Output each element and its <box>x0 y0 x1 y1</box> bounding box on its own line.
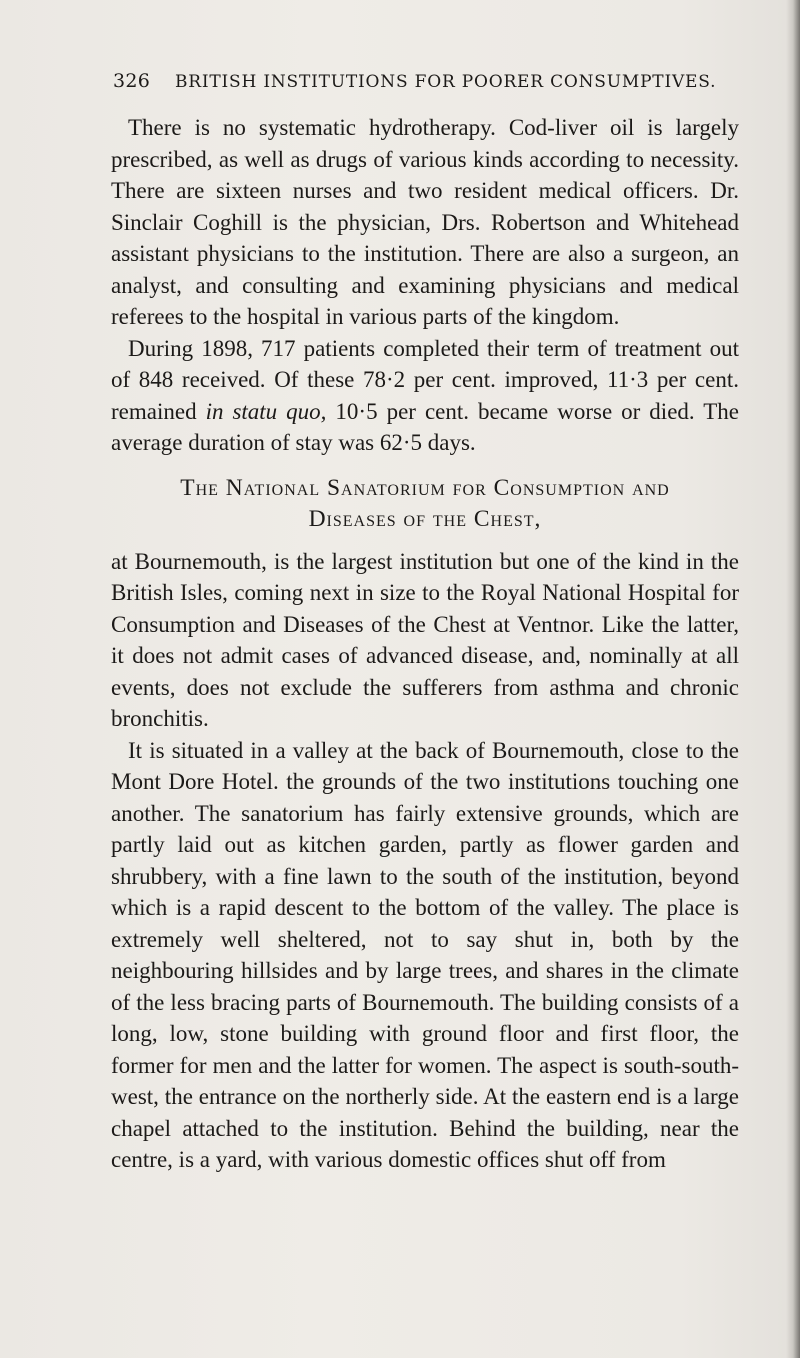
page-header <box>113 70 753 92</box>
paragraph-location: It is situated in a valley at the back of Bournemouth, close to the Mont Dore Hotel. the grounds of the two institutions touching one another. The sanatorium has fairly extensive grounds, which are partly laid out as kitchen garden, partly as flower garden and shrubbery, with a fine lawn to the south of the institution, beyond which is a rapid descent to the bottom of the valley. The place is extremely well sheltered, not to say shut in, both by the neighbouring hillsides and by large trees, and shares in the climate of the less bracing parts of Bournemouth. The building consists of a long, low, stone building with ground floor and first floor, the former for men and the latter for women. The aspect is south-south-west, the entrance on the northerly side. At the eastern end is a large chapel attached to the institution. Behind the building, near the centre, is a yard, with various domestic offices shut off from <box>111 737 739 1172</box>
paragraph-bournemouth: at Bournemouth, is the largest institution but one of the kind in the British Isles, coming next in size to the Royal National Hospital for Consumption and Diseases of the Chest at Ventnor. Like the latter, it does not admit cases of advanced disease, and, nominally at all events, does not exclude the sufferers from asthma and chronic bronchitis. <box>111 548 739 731</box>
page-edge-shadow <box>786 0 800 1358</box>
section-heading-line-2: Diseases of the Chest, <box>308 506 542 532</box>
statistics-text-start: During 1898, 717 patients completed their term of treatment out of 848 received. Of these 78·2 per cent. improved, 11·3 per cent. remained <box>111 335 739 424</box>
section-heading <box>111 473 739 536</box>
running-title: BRITISH INSTITUTIONS FOR POORER CONSUMPTIVES. <box>175 72 717 92</box>
section-heading-line-1: The National Sanatorium for Consumption and <box>180 474 670 501</box>
body-text <box>111 112 739 1176</box>
paragraph-statistics <box>111 333 739 459</box>
statistics-text-end: 10·5 per cent. became worse or died. The average duration of stay was 62·5 days. <box>111 398 739 455</box>
paragraph-hydrotherapy: There is no systematic hydrotherapy. Cod-liver oil is largely prescribed, as well as drugs of various kinds according to necessity. There are sixteen nurses and two resident medical officers. Dr. Sinclair Coghill is the physician, Drs. Robertson and Whitehead assistant physicians to the institution. There are also a surgeon, an analyst, and consulting and examining physicians and medical referees to the hospital in various parts of the kingdom. <box>111 115 739 329</box>
latin-phrase: in statu quo, <box>205 398 327 424</box>
page-number: 326 <box>113 70 151 92</box>
